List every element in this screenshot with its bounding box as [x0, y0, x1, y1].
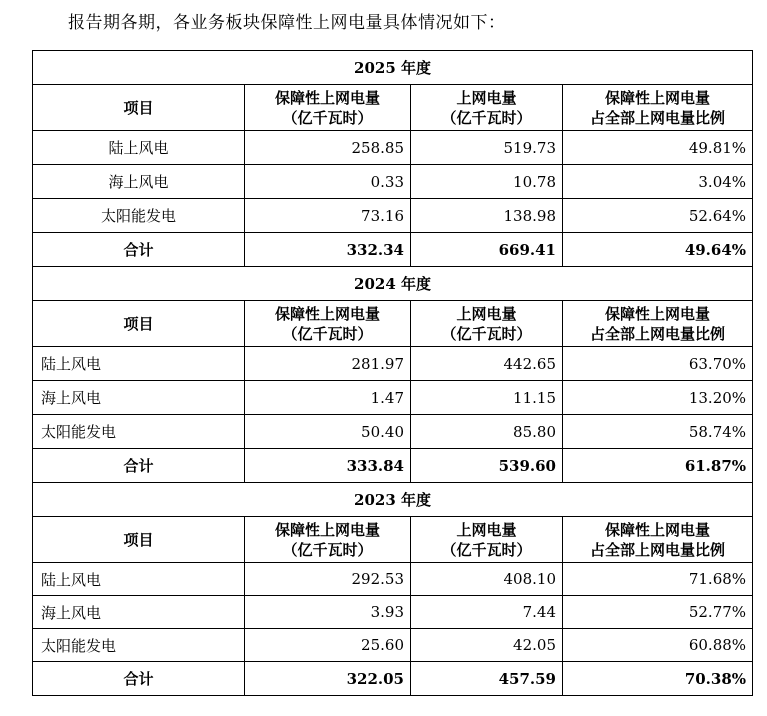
- header-guaranteed: 保障性上网电量 （亿千瓦时）: [245, 85, 411, 131]
- row-grid: 442.65: [411, 347, 563, 381]
- table-row: [33, 563, 753, 596]
- row-grid: 408.10: [411, 563, 563, 596]
- row-ratio: 49.81%: [563, 131, 753, 165]
- table-row: [33, 131, 753, 165]
- guaranteed-power-table: [32, 50, 753, 696]
- row-grid: 519.73: [411, 131, 563, 165]
- table-row: [33, 347, 753, 381]
- row-ratio: 3.04%: [563, 165, 753, 199]
- header-ratio: 保障性上网电量 占全部上网电量比例: [563, 301, 753, 347]
- row-guaranteed: 3.93: [245, 596, 411, 629]
- row-grid: 138.98: [411, 199, 563, 233]
- row-ratio: 60.88%: [563, 629, 753, 662]
- total-ratio: 49.64%: [563, 233, 753, 267]
- total-ratio: 61.87%: [563, 449, 753, 483]
- total-name: 合计: [33, 233, 245, 267]
- row-grid: 7.44: [411, 596, 563, 629]
- row-grid: 10.78: [411, 165, 563, 199]
- total-name: 合计: [33, 662, 245, 696]
- row-ratio: 71.68%: [563, 563, 753, 596]
- year-title: 2024 年度: [33, 267, 753, 301]
- table-row: [33, 415, 753, 449]
- total-guaranteed: 332.34: [245, 233, 411, 267]
- row-guaranteed: 1.47: [245, 381, 411, 415]
- row-name: 太阳能发电: [33, 629, 245, 662]
- header-guaranteed: 保障性上网电量 （亿千瓦时）: [245, 301, 411, 347]
- row-name: 太阳能发电: [33, 415, 245, 449]
- header-ratio: 保障性上网电量 占全部上网电量比例: [563, 85, 753, 131]
- year-title: 2023 年度: [33, 483, 753, 517]
- header-item: 项目: [33, 517, 245, 563]
- row-ratio: 52.64%: [563, 199, 753, 233]
- total-name: 合计: [33, 449, 245, 483]
- row-grid: 42.05: [411, 629, 563, 662]
- intro-text: 报告期各期，各业务板块保障性上网电量具体情况如下：: [68, 13, 506, 33]
- total-grid: 539.60: [411, 449, 563, 483]
- total-grid: 457.59: [411, 662, 563, 696]
- total-ratio: 70.38%: [563, 662, 753, 696]
- row-guaranteed: 0.33: [245, 165, 411, 199]
- total-guaranteed: 333.84: [245, 449, 411, 483]
- row-name: 陆上风电: [33, 131, 245, 165]
- header-guaranteed: 保障性上网电量 （亿千瓦时）: [245, 517, 411, 563]
- row-guaranteed: 281.97: [245, 347, 411, 381]
- row-name: 太阳能发电: [33, 199, 245, 233]
- header-row: [33, 517, 753, 563]
- table-row: [33, 381, 753, 415]
- header-ratio: 保障性上网电量 占全部上网电量比例: [563, 517, 753, 563]
- row-guaranteed: 73.16: [245, 199, 411, 233]
- row-name: 海上风电: [33, 165, 245, 199]
- header-row: [33, 301, 753, 347]
- header-grid: 上网电量 （亿千瓦时）: [411, 85, 563, 131]
- row-ratio: 63.70%: [563, 347, 753, 381]
- total-row: [33, 449, 753, 483]
- row-ratio: 13.20%: [563, 381, 753, 415]
- row-guaranteed: 25.60: [245, 629, 411, 662]
- row-guaranteed: 292.53: [245, 563, 411, 596]
- year-row: [33, 51, 753, 85]
- year-title: 2025 年度: [33, 51, 753, 85]
- header-row: [33, 85, 753, 131]
- total-guaranteed: 322.05: [245, 662, 411, 696]
- row-grid: 85.80: [411, 415, 563, 449]
- header-grid: 上网电量 （亿千瓦时）: [411, 301, 563, 347]
- table-row: [33, 165, 753, 199]
- total-row: [33, 233, 753, 267]
- year-row: [33, 483, 753, 517]
- row-guaranteed: 50.40: [245, 415, 411, 449]
- header-item: 项目: [33, 301, 245, 347]
- row-name: 海上风电: [33, 381, 245, 415]
- header-item: 项目: [33, 85, 245, 131]
- row-name: 陆上风电: [33, 563, 245, 596]
- total-grid: 669.41: [411, 233, 563, 267]
- header-grid: 上网电量 （亿千瓦时）: [411, 517, 563, 563]
- table-row: [33, 199, 753, 233]
- total-row: [33, 662, 753, 696]
- row-grid: 11.15: [411, 381, 563, 415]
- row-ratio: 52.77%: [563, 596, 753, 629]
- year-row: [33, 267, 753, 301]
- row-name: 海上风电: [33, 596, 245, 629]
- row-guaranteed: 258.85: [245, 131, 411, 165]
- row-name: 陆上风电: [33, 347, 245, 381]
- table-row: [33, 596, 753, 629]
- row-ratio: 58.74%: [563, 415, 753, 449]
- table-row: [33, 629, 753, 662]
